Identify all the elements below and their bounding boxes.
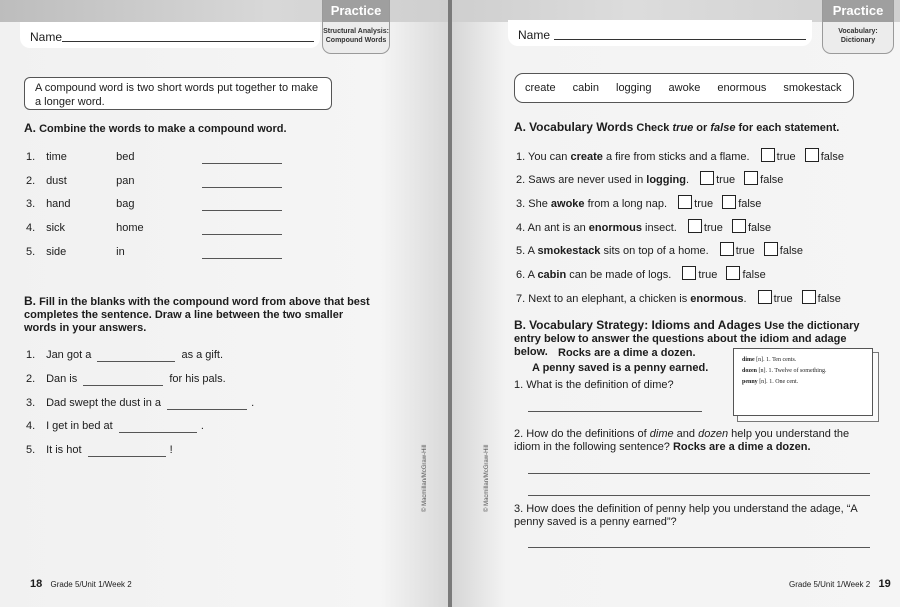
page-footer [24,578,132,590]
compound-item [26,151,282,164]
section-a-heading [24,122,287,136]
word-two: bag [116,198,135,210]
item-number: 1. [26,151,36,163]
name-field[interactable] [62,41,314,42]
instruction-part: Check [636,122,673,134]
instruction-part: or [693,122,711,134]
practice-title: Practice [323,0,389,22]
true-label: true [776,151,796,163]
answer-blank[interactable] [202,223,282,235]
dictionary-line [742,366,864,377]
name-label: Name [518,28,551,42]
vocab-word: enormous [588,222,642,234]
vocab-word: cabin [537,269,567,281]
statement-text: . [743,293,747,305]
item-number: 1. [26,349,36,361]
true-checkbox[interactable] [700,171,714,185]
compound-item [26,175,282,188]
answer-blank[interactable] [167,398,247,410]
name-field[interactable] [554,39,806,40]
sentence-start: Dad swept the dust in a [46,397,162,409]
item-number: 2. [514,428,524,440]
practice-tab [822,0,894,54]
name-box [508,20,812,46]
sentence-item [26,420,204,433]
compound-item [26,246,282,259]
true-false-item [516,171,783,187]
instruction-part: for each statement. [735,122,840,134]
false-label: false [742,269,766,281]
page-number: 19 [878,578,891,590]
false-checkbox[interactable] [805,148,819,162]
true-label: true [694,198,714,210]
section-letter: B. [24,294,36,308]
page-number: 18 [30,578,43,590]
statement-text: . [685,174,690,186]
true-false-item [516,219,771,235]
true-false-item [516,290,841,306]
instruction-false: false [710,122,736,134]
false-label: false [817,293,841,305]
answer-line[interactable] [528,547,870,548]
statement-text: Next to an elephant, a chicken is [528,293,691,305]
item-number: 7. [516,293,526,305]
practice-title: Practice [823,0,893,22]
true-checkbox[interactable] [688,219,702,233]
sentence-end: . [251,397,255,409]
grade-info: Grade 5/Unit 1/Week 2 [789,580,871,589]
sentence-start: It is hot [46,444,82,456]
dict-def: 1. Twelve of something. [768,368,827,374]
sentence-start: Jan got a [46,349,92,361]
false-label: false [779,245,804,257]
question-text: How do the definitions of [526,428,650,440]
item-number: 2. [26,175,36,187]
vocab-word: create [570,151,603,163]
answer-blank[interactable] [202,176,282,188]
sentence-item [26,444,173,457]
answer-line[interactable] [528,473,870,474]
question-3 [514,503,874,529]
vocab-word: smokestack [537,245,601,257]
true-false-item [516,266,766,282]
name-box [20,22,320,48]
statement-text: An ant is an [527,222,589,234]
dictionary-line [742,377,864,388]
section-title: Vocabulary Words [529,120,634,134]
statement-text: insect. [641,222,677,234]
false-label: false [760,174,784,186]
word-bank-word: smokestack [783,82,842,94]
question-text: What is the definition of dime? [526,379,674,391]
statement-text: a fire from sticks and a flame. [602,151,750,163]
word-bank-word: create [525,82,556,94]
idiom-text: Rocks are a dime a dozen. [558,347,696,359]
sentence-end: for his pals. [169,373,226,385]
false-checkbox[interactable] [726,266,740,280]
word-one: time [46,151,67,163]
sentence-item [26,397,254,410]
item-number: 3. [516,198,526,210]
true-label: true [716,174,736,186]
word-bank-word: logging [616,82,652,94]
false-label: false [820,151,844,163]
section-a-heading [514,121,839,135]
word-two: home [116,222,144,234]
adage-text: A penny saved is a penny earned. [532,362,709,374]
item-number: 2. [516,174,526,186]
left-page [0,0,448,607]
item-number: 6. [516,269,526,281]
statement-text: can be made of logs. [566,269,672,281]
item-number: 3. [26,198,36,210]
definition-text: A compound word is two short words put together to make a longer word. [35,82,319,108]
question-text: and [673,428,699,440]
sentence-end: ! [169,444,173,456]
true-label: true [735,245,755,257]
dict-pos: [n]. [758,368,767,374]
question-2 [514,428,874,454]
false-checkbox[interactable] [802,290,816,304]
item-number: 5. [516,245,526,257]
answer-blank[interactable] [97,350,175,362]
answer-line[interactable] [528,495,870,496]
word-bank [514,73,854,103]
compound-item [26,222,282,235]
word-one: hand [46,198,71,210]
item-number: 5. [26,444,36,456]
sentence-end: . [200,420,204,432]
true-checkbox[interactable] [678,195,692,209]
sentence-start: Dan is [46,373,78,385]
false-checkbox[interactable] [764,242,778,256]
item-number: 3. [514,503,524,515]
dict-def: 1. One cent. [769,379,799,385]
section-letter: A. [24,121,36,135]
false-label: false [738,198,762,210]
section-instruction: Fill in the blanks with the compound word from above that best completes the sentence. Draw a line between the two smaller words in your answers. [24,296,370,334]
true-label: true [703,222,723,234]
question-text: help you understand the idiom in the following sentence? [514,428,850,453]
item-number: 1. [514,379,524,391]
copyright-notice: © Macmillan/McGraw-Hill [484,444,490,512]
answer-blank[interactable] [88,445,166,457]
vocab-word: awoke [550,198,585,210]
instruction-true: true [672,122,694,134]
question-1 [514,379,674,392]
section-letter: A. [514,120,526,134]
statement-text: sits on top of a home. [600,245,709,257]
word-two: pan [116,175,135,187]
false-checkbox[interactable] [722,195,736,209]
page-footer [789,578,897,590]
word-bank-word: awoke [668,82,701,94]
name-label: Name [30,30,63,44]
answer-blank[interactable] [202,199,282,211]
statement-text: A [527,245,538,257]
compound-item [26,198,282,211]
item-number: 1. [516,151,526,163]
sentence-item [26,349,223,362]
false-label: false [747,222,772,234]
question-italic: dozen [698,428,729,440]
vocab-word: enormous [690,293,744,305]
item-number: 4. [26,222,36,234]
section-title: Vocabulary Strategy: Idioms and Adages [529,318,762,332]
item-number: 3. [26,397,36,409]
true-false-item [516,195,761,211]
item-number: 2. [26,373,36,385]
statement-text: from a long nap. [584,198,668,210]
section-instruction: Use the dictionary entry below to answer the questions about the idiom and adage below. [514,320,860,358]
sentence-start: I get in bed at [46,420,113,432]
item-number: 4. [516,222,526,234]
answer-line[interactable] [528,411,702,412]
word-one: dust [46,175,67,187]
statement-text: She [528,198,551,210]
dictionary-entry [733,348,873,416]
section-b-heading [24,295,374,335]
item-number: 4. [26,420,36,432]
sentence-end: as a gift. [181,349,224,361]
section-instruction: Combine the words to make a compound word. [39,123,287,135]
question-italic: dime [649,428,674,440]
word-two: bed [116,151,135,163]
answer-blank[interactable] [83,374,163,386]
answer-blank[interactable] [202,152,282,164]
sentence-item [26,373,226,386]
dict-word: dime [742,357,755,363]
copyright-notice: © Macmillan/McGraw-Hill [422,444,428,512]
statement-text: You can [528,151,571,163]
section-letter: B. [514,318,526,332]
true-checkbox[interactable] [682,266,696,280]
word-two: in [116,246,125,258]
true-label: true [698,269,718,281]
item-number: 5. [26,246,36,258]
true-false-item [516,242,803,258]
dict-word: dozen [742,368,757,374]
statement-text: A [527,269,538,281]
statement-text: Saws are never used in [528,174,647,186]
answer-blank[interactable] [202,247,282,259]
true-checkbox[interactable] [761,148,775,162]
grade-info: Grade 5/Unit 1/Week 2 [50,580,132,589]
true-checkbox[interactable] [720,242,734,256]
dictionary-line [742,355,864,366]
dict-pos: [n]. [756,357,765,363]
definition-box [24,77,332,110]
dict-word: penny [742,379,758,385]
question-idiom: Rocks are a dime a dozen. [672,441,811,453]
false-checkbox[interactable] [732,219,746,233]
word-bank-word: enormous [717,82,767,94]
dict-def: 1. Ten cents. [766,357,797,363]
word-bank-word: cabin [572,82,599,94]
true-false-item [516,148,844,164]
practice-tab [322,0,390,54]
true-label: true [773,293,793,305]
true-checkbox[interactable] [758,290,772,304]
practice-subtitle: Structural Analysis: Compound Words [323,28,389,44]
practice-subtitle: Vocabulary: Dictionary [838,28,878,44]
vocab-word: logging [646,174,686,186]
false-checkbox[interactable] [744,171,758,185]
answer-blank[interactable] [119,421,197,433]
dict-pos: [n]. [759,379,768,385]
word-one: side [46,246,67,258]
word-one: sick [46,222,66,234]
question-text: How does the definition of penny help you understand the adage, “A penny saved is a penny earned”? [514,503,858,528]
right-page [452,0,900,607]
